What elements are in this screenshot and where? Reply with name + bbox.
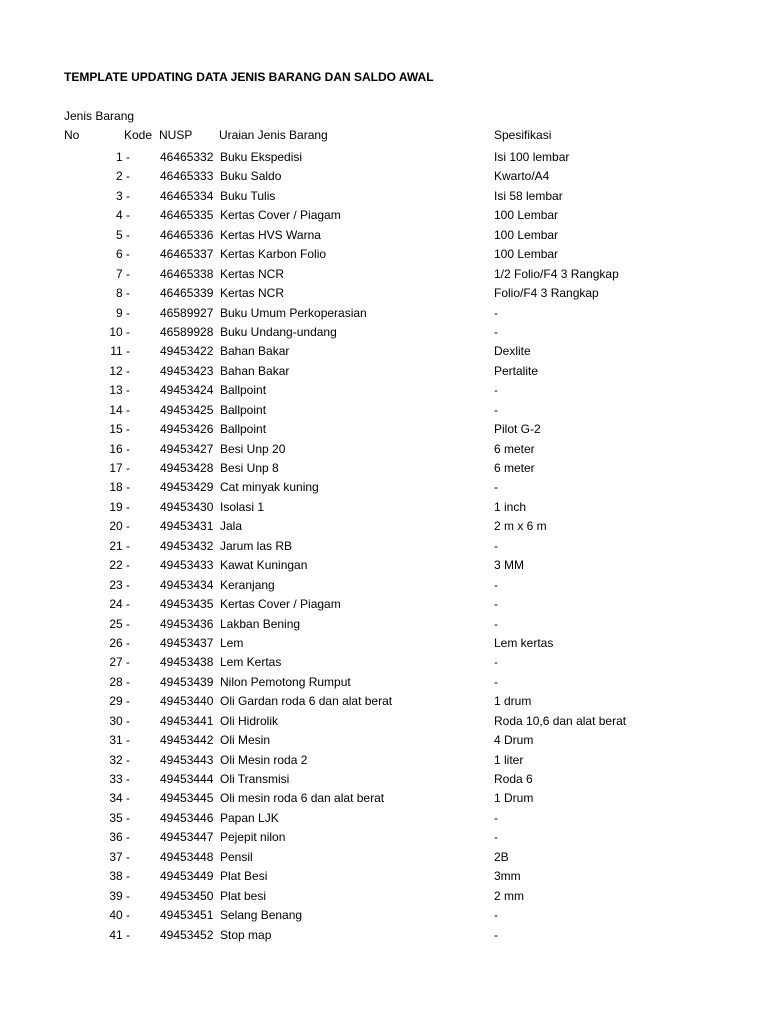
- table-row: [0, 187, 768, 206]
- row-nusp: 46589928: [160, 324, 214, 339]
- row-spesifikasi: 100 Lembar: [494, 227, 559, 242]
- row-nusp: 46465337: [160, 247, 214, 262]
- row-uraian: Oli mesin roda 6 dan alat berat: [220, 791, 385, 806]
- row-nusp: 49453423: [160, 363, 214, 378]
- row-uraian: Pejepit nilon: [220, 830, 286, 845]
- row-no: 39 -: [109, 888, 130, 903]
- row-nusp: 46465334: [160, 188, 214, 203]
- row-uraian: Ballpoint: [220, 402, 267, 417]
- row-spesifikasi: 2 mm: [494, 888, 524, 903]
- row-spesifikasi: -: [494, 830, 498, 845]
- row-spesifikasi: 1 liter: [494, 752, 524, 767]
- row-no: 4 -: [115, 208, 130, 223]
- table-row: [0, 265, 768, 284]
- row-nusp: 46465332: [160, 150, 214, 164]
- row-spesifikasi: -: [494, 402, 498, 417]
- table-row: [0, 420, 768, 439]
- row-nusp: 49453452: [160, 927, 214, 942]
- row-no: 22 -: [109, 558, 130, 573]
- row-uraian: Lem: [220, 635, 244, 650]
- row-no: 40 -: [109, 908, 130, 923]
- row-nusp: 49453432: [160, 538, 214, 553]
- row-nusp: 49453433: [160, 558, 214, 573]
- table-row: [0, 148, 768, 167]
- row-no: 31 -: [109, 733, 130, 748]
- row-no: 25 -: [109, 616, 130, 631]
- row-spesifikasi: Folio/F4 3 Rangkap: [494, 286, 599, 301]
- row-no: 33 -: [109, 772, 130, 786]
- table-row: [0, 809, 768, 828]
- table-row: [0, 789, 768, 808]
- row-no: 41 -: [109, 927, 130, 942]
- table-row: [0, 926, 768, 945]
- section-label: Jenis Barang: [64, 109, 135, 123]
- row-uraian: Isolasi 1: [220, 499, 265, 514]
- row-nusp: 49453447: [160, 830, 214, 845]
- row-no: 8 -: [115, 286, 130, 301]
- row-spesifikasi: -: [494, 655, 498, 670]
- row-uraian: Besi Unp 8: [220, 461, 279, 475]
- row-nusp: 49453430: [160, 499, 214, 514]
- row-nusp: 49453427: [160, 441, 214, 456]
- row-nusp: 46465333: [160, 169, 214, 184]
- row-no: 18 -: [109, 480, 130, 495]
- row-no: 11 -: [110, 344, 130, 359]
- row-nusp: 49453445: [160, 791, 214, 806]
- row-uraian: Buku Ekspedisi: [220, 150, 303, 164]
- table-row: [0, 692, 768, 711]
- table-row: [0, 867, 768, 886]
- row-spesifikasi: -: [494, 674, 498, 689]
- row-uraian: Oli Gardan roda 6 dan alat berat: [220, 694, 393, 709]
- row-uraian: Lakban Bening: [220, 616, 301, 631]
- row-spesifikasi: 3mm: [494, 869, 521, 884]
- table-row: [0, 342, 768, 361]
- table-row: [0, 459, 768, 478]
- row-uraian: Keranjang: [220, 577, 275, 592]
- row-no: 12 -: [109, 363, 130, 378]
- row-no: 36 -: [109, 830, 130, 845]
- row-spesifikasi: -: [494, 577, 498, 592]
- row-uraian: Bahan Bakar: [220, 363, 290, 378]
- row-nusp: 49453431: [160, 519, 214, 534]
- table-row: [0, 304, 768, 323]
- table-row: [0, 731, 768, 750]
- table-row: [0, 323, 768, 342]
- header-kode: Kode: [124, 128, 153, 142]
- row-uraian: Plat Besi: [220, 869, 268, 884]
- row-no: 19 -: [109, 499, 130, 514]
- table-row: [0, 887, 768, 906]
- row-nusp: 49453437: [160, 635, 214, 650]
- row-spesifikasi: -: [494, 480, 498, 495]
- row-uraian: Plat besi: [220, 888, 267, 903]
- row-nusp: 49453451: [160, 908, 214, 923]
- table-row: [0, 751, 768, 770]
- row-nusp: 49453434: [160, 577, 214, 592]
- row-nusp: 49453429: [160, 480, 214, 495]
- table-row: [0, 517, 768, 536]
- table-row: [0, 284, 768, 303]
- row-spesifikasi: 3 MM: [494, 558, 524, 573]
- header-nusp: NUSP: [159, 128, 193, 142]
- row-spesifikasi: 2B: [494, 849, 509, 864]
- row-nusp: 46465335: [160, 208, 214, 223]
- row-spesifikasi: 6 meter: [494, 461, 535, 475]
- row-no: 17 -: [109, 461, 130, 475]
- row-spesifikasi: 100 Lembar: [494, 208, 559, 223]
- row-no: 28 -: [109, 674, 130, 689]
- row-no: 5 -: [115, 227, 130, 242]
- table-body: [0, 148, 768, 945]
- row-no: 15 -: [109, 422, 130, 437]
- row-no: 26 -: [109, 635, 130, 650]
- row-spesifikasi: 100 Lembar: [494, 247, 559, 262]
- header-spesifikasi: Spesifikasi: [494, 128, 552, 142]
- row-uraian: Kertas Karbon Folio: [220, 247, 327, 262]
- row-uraian: Kertas Cover / Piagam: [220, 208, 341, 223]
- table-row: [0, 167, 768, 186]
- row-uraian: Stop map: [220, 927, 272, 942]
- table-row: [0, 556, 768, 575]
- row-no: 3 -: [115, 188, 130, 203]
- row-spesifikasi: Isi 100 lembar: [494, 150, 570, 164]
- row-nusp: 49453422: [160, 344, 214, 359]
- row-no: 34 -: [109, 791, 130, 806]
- row-uraian: Oli Mesin: [220, 733, 271, 748]
- row-uraian: Selang Benang: [220, 908, 303, 923]
- row-nusp: 49453450: [160, 888, 214, 903]
- table-row: [0, 478, 768, 497]
- row-no: 38 -: [109, 869, 130, 884]
- row-no: 30 -: [109, 713, 130, 728]
- row-spesifikasi: Roda 6: [494, 772, 533, 786]
- row-no: 14 -: [109, 402, 130, 417]
- row-nusp: 49453425: [160, 402, 214, 417]
- row-spesifikasi: Pilot G-2: [494, 422, 541, 437]
- row-uraian: Ballpoint: [220, 422, 267, 437]
- row-spesifikasi: 1 Drum: [494, 791, 534, 806]
- table-row: [0, 595, 768, 614]
- row-nusp: 49453446: [160, 810, 214, 825]
- row-uraian: Cat minyak kuning: [220, 480, 319, 495]
- row-uraian: Ballpoint: [220, 383, 267, 398]
- row-no: 32 -: [109, 752, 130, 767]
- table-row: [0, 440, 768, 459]
- row-nusp: 49453444: [160, 772, 214, 786]
- table-row: [0, 362, 768, 381]
- row-no: 10 -: [109, 324, 130, 339]
- table-row: [0, 770, 768, 789]
- row-spesifikasi: Kwarto/A4: [494, 169, 550, 184]
- row-uraian: Bahan Bakar: [220, 344, 290, 359]
- row-spesifikasi: 1/2 Folio/F4 3 Rangkap: [494, 266, 619, 281]
- table-row: [0, 712, 768, 731]
- row-nusp: 49453440: [160, 694, 214, 709]
- row-uraian: Oli Transmisi: [220, 772, 290, 786]
- row-spesifikasi: -: [494, 616, 498, 631]
- row-spesifikasi: -: [494, 810, 498, 825]
- row-uraian: Jala: [220, 519, 243, 534]
- row-no: 6 -: [115, 247, 130, 262]
- row-spesifikasi: 4 Drum: [494, 733, 534, 748]
- row-uraian: Jarum las RB: [220, 538, 293, 553]
- row-no: 20 -: [109, 519, 130, 534]
- table-row: [0, 576, 768, 595]
- row-nusp: 49453436: [160, 616, 214, 631]
- table-row: [0, 653, 768, 672]
- row-spesifikasi: -: [494, 597, 498, 612]
- row-uraian: Buku Tulis: [220, 188, 276, 203]
- table-row: [0, 245, 768, 264]
- row-nusp: 49453449: [160, 869, 214, 884]
- row-uraian: Besi Unp 20: [220, 441, 286, 456]
- row-spesifikasi: -: [494, 383, 498, 398]
- row-no: 7 -: [115, 266, 130, 281]
- row-nusp: 49453428: [160, 461, 214, 475]
- row-no: 13 -: [109, 383, 130, 398]
- row-spesifikasi: 1 inch: [494, 499, 527, 514]
- row-nusp: 49453441: [160, 713, 214, 728]
- row-nusp: 49453438: [160, 655, 214, 670]
- row-no: 29 -: [109, 694, 130, 709]
- row-nusp: 49453426: [160, 422, 214, 437]
- row-no: 16 -: [109, 441, 130, 456]
- document-title: TEMPLATE UPDATING DATA JENIS BARANG DAN SALDO AWAL: [64, 70, 434, 84]
- row-no: 23 -: [109, 577, 130, 592]
- header-uraian: Uraian Jenis Barang: [219, 128, 328, 142]
- row-uraian: Kertas HVS Warna: [220, 227, 321, 242]
- table-row: [0, 226, 768, 245]
- row-spesifikasi: 2 m x 6 m: [494, 519, 547, 534]
- row-uraian: Kertas NCR: [220, 266, 285, 281]
- table-row: [0, 848, 768, 867]
- row-no: 2 -: [115, 169, 130, 184]
- row-uraian: Pensil: [220, 849, 253, 864]
- row-spesifikasi: -: [494, 908, 498, 923]
- row-nusp: 49453435: [160, 597, 214, 612]
- row-spesifikasi: 6 meter: [494, 441, 535, 456]
- row-spesifikasi: 1 drum: [494, 694, 532, 709]
- table-row: [0, 828, 768, 847]
- header-no: No: [64, 128, 80, 142]
- row-no: 27 -: [109, 655, 130, 670]
- row-nusp: 49453424: [160, 383, 214, 398]
- row-uraian: Kertas Cover / Piagam: [220, 597, 341, 612]
- row-no: 37 -: [109, 849, 130, 864]
- row-uraian: Kertas NCR: [220, 286, 285, 301]
- table-row: [0, 206, 768, 225]
- row-uraian: Buku Saldo: [220, 169, 282, 184]
- row-nusp: 49453448: [160, 849, 214, 864]
- table-row: [0, 498, 768, 517]
- row-nusp: 46465338: [160, 266, 214, 281]
- table-row: [0, 634, 768, 653]
- row-spesifikasi: Dexlite: [494, 344, 531, 359]
- row-spesifikasi: Roda 10,6 dan alat berat: [494, 713, 627, 728]
- table-row: [0, 615, 768, 634]
- row-uraian: Papan LJK: [220, 810, 279, 825]
- row-no: 1 -: [115, 150, 130, 164]
- row-uraian: Oli Mesin roda 2: [220, 752, 308, 767]
- row-spesifikasi: -: [494, 927, 498, 942]
- row-uraian: Kawat Kuningan: [220, 558, 308, 573]
- row-spesifikasi: -: [494, 305, 498, 320]
- row-nusp: 49453442: [160, 733, 214, 748]
- row-nusp: 46465339: [160, 286, 214, 301]
- row-spesifikasi: Isi 58 lembar: [494, 188, 563, 203]
- row-spesifikasi: Pertalite: [494, 363, 539, 378]
- table-row: [0, 401, 768, 420]
- row-spesifikasi: -: [494, 538, 498, 553]
- table-row: [0, 673, 768, 692]
- row-uraian: Buku Umum Perkoperasian: [220, 305, 367, 320]
- table-row: [0, 537, 768, 556]
- row-no: 35 -: [109, 810, 130, 825]
- row-uraian: Oli Hidrolik: [220, 713, 279, 728]
- row-spesifikasi: -: [494, 324, 498, 339]
- row-uraian: Lem Kertas: [220, 655, 282, 670]
- row-nusp: 49453443: [160, 752, 214, 767]
- row-nusp: 46465336: [160, 227, 214, 242]
- row-spesifikasi: Lem kertas: [494, 635, 554, 650]
- row-uraian: Buku Undang-undang: [220, 324, 337, 339]
- row-uraian: Nilon Pemotong Rumput: [220, 674, 351, 689]
- row-no: 24 -: [109, 597, 130, 612]
- row-no: 21 -: [109, 538, 130, 553]
- row-no: 9 -: [115, 305, 130, 320]
- row-nusp: 49453439: [160, 674, 214, 689]
- table-row: [0, 906, 768, 925]
- table-row: [0, 381, 768, 400]
- row-nusp: 46589927: [160, 305, 214, 320]
